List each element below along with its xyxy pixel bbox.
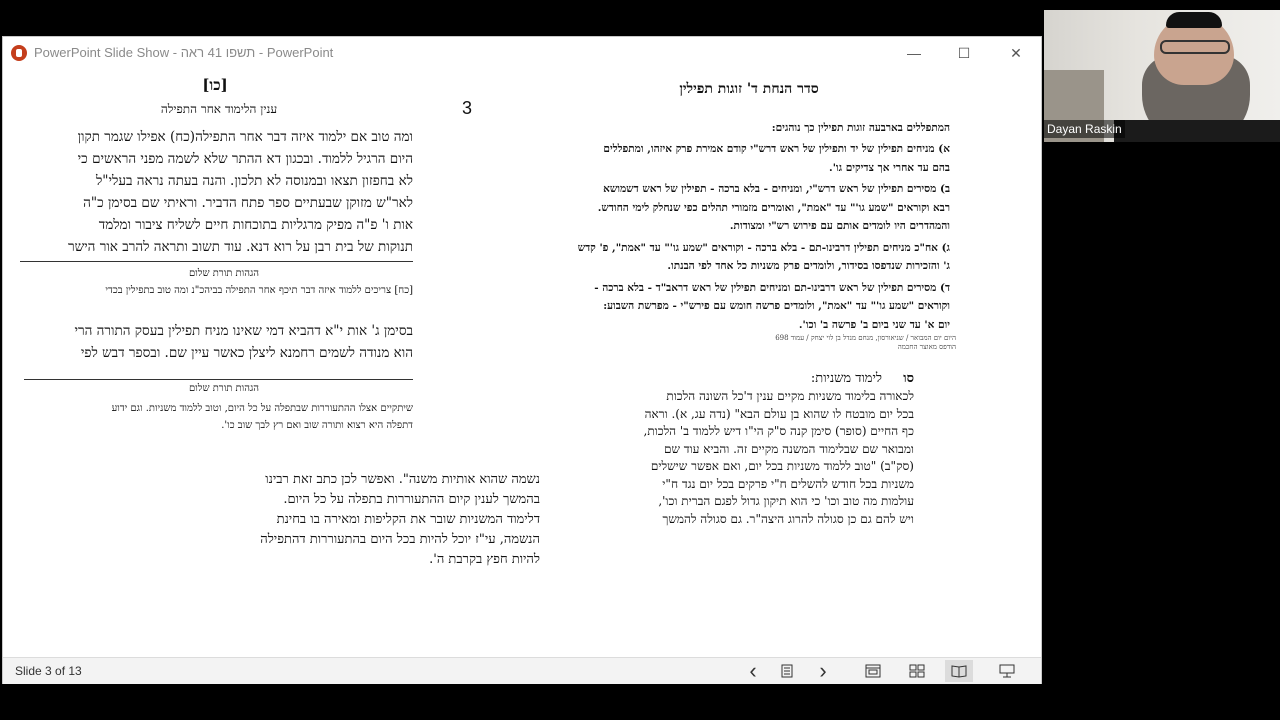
text-line: משניות בכל חודש להשלים ח"י פרקים בכל יום נגד ח"י <box>662 476 914 491</box>
list-item: ב) מסירים תפילין של ראש דרש"י, ומניחים - בלא ברכה - תפילין של ראש דשמושא <box>603 183 950 195</box>
list-item: בהם עד אחרי אך צדיקים גו'. <box>829 161 950 174</box>
note-title: הגהות תורת שלום <box>188 268 260 279</box>
title-bar <box>3 37 1041 69</box>
previous-slide-button[interactable] <box>739 660 767 682</box>
participant-image <box>1160 40 1230 54</box>
reading-view-button[interactable] <box>945 660 973 682</box>
text-line: ומבואר שם שבלימוד המשנה מקיים זה. והביא עוד שם <box>663 441 914 456</box>
text-line: הוא מנודה לשמים רחמנא ליצלן כאשר עיין שם. ובספר דבש לפי <box>80 345 413 361</box>
text-line: להיות חפץ בקרבת ה'. <box>429 552 540 567</box>
list-item: רבא וקוראים "שמע גו'" עד "אמת", ואומרים מזמורי תהלים כפי שנחלק לימי החודש. <box>597 201 950 214</box>
text-line: (סק"ב) "טוב ללמוד משניות בכל יום, ואם אפשר שישלים <box>650 459 914 473</box>
section-subtitle: ענין הלימוד אחר התפילה <box>160 102 278 116</box>
list-item: והמהדרים היו לומדים אותם עם פירוש רש"י ומצודות. <box>729 220 950 232</box>
normal-view-button[interactable] <box>859 660 887 682</box>
close-icon: ✕ <box>1010 44 1022 61</box>
right-heading: סדר הנחת ד' זוגות תפילין <box>679 81 819 97</box>
divider <box>20 261 413 262</box>
text-line: ויש להם גם כן סגולה להרוג היצה"ר. גם סגולה להמשך <box>662 511 914 526</box>
chevron-right-icon: › <box>819 658 827 683</box>
note-text: [כח] צריכים ללמוד איזה דבר תיכף אחר התפילה בביהכ"נ ומה טוב בתפילין בכדי <box>105 285 413 296</box>
list-item: ג' והזכירות שנדפסו בסידור, ולומדים פרק משניות כל אחד לפי הבנתו. <box>667 260 950 272</box>
text-line: תנוקות של בית רבן על רוא דנא. עוד תשוב ותראה להרב אור הישר <box>67 239 413 255</box>
right-intro: המתפללים בארבעה זוגות תפילין כך נוהגים: <box>771 122 950 134</box>
book-icon <box>951 664 967 678</box>
presentation-icon <box>999 664 1015 678</box>
maximize-button[interactable] <box>941 37 987 69</box>
slide-sorter-button[interactable] <box>903 660 931 682</box>
normal-view-icon <box>865 664 881 678</box>
source-reference <box>704 334 956 352</box>
text-line: עולמות מה טוב וכו' כי הוא תיקון גדול לפגם הברית וכו', <box>658 494 914 508</box>
minimize-icon: — <box>907 45 921 61</box>
main-paragraph-1 <box>18 126 413 258</box>
slide-show-status-bar <box>3 657 1041 684</box>
text-line: הודפס מאוצר החכמה <box>897 343 956 351</box>
maximize-icon: ☐ <box>957 44 971 61</box>
text-line: בהמשך לענין קיום ההתעוררות בתפלה על כל היום. <box>283 492 540 507</box>
slide-counter: Slide 3 of 13 <box>15 664 82 678</box>
slides-list-icon <box>780 664 794 678</box>
participant-image <box>1166 12 1222 28</box>
tefillin-order-list <box>550 140 950 334</box>
text-line: היום יום המבואר / שניאורסון, מנחם מנדל בן לוי יצחק / עמוד 698 <box>775 334 956 342</box>
list-item: א) מניחים תפילין של יד ותפילין של ראש דרש"י קודם אמירת פרק איזהו, ומתפללים <box>603 143 950 155</box>
powerpoint-window <box>2 36 1042 684</box>
text-line: ומה טוב אם ילמוד איזה דבר אחר התפילה(כח) אפילו שגמר תקון <box>77 129 413 145</box>
main-paragraph-2 <box>18 320 413 364</box>
section-title: לימוד משניות: <box>810 371 882 386</box>
text-line: דתפלה היא רצוא ותורה שוב ואם רץ לבך שוב כו'. <box>221 420 413 431</box>
page-number: [כו] <box>202 76 228 94</box>
divider <box>24 379 413 380</box>
text-line: היום הרגיל ללמוד. ובכגון דא ההתר שלא לשמה מפני הראשים כי <box>77 151 413 167</box>
main-paragraph-3 <box>220 470 540 570</box>
text-line: לא בחפזון תצאו ובמנוסה לא תלכון. והנה בעתה נראה בעלי"ל <box>95 173 413 189</box>
participant-image <box>1114 120 1280 142</box>
minimize-button[interactable] <box>891 37 937 69</box>
chevron-left-icon: ‹ <box>749 658 757 683</box>
participant-name: Dayan Raskin <box>1044 120 1125 138</box>
list-item: וקוראים "שמע גו'" עד "אמת", ולומדים פרשה חומש עם פירש"י - מפרשת השבוע: <box>603 300 950 312</box>
see-all-slides-button[interactable] <box>773 660 801 682</box>
mishnayos-paragraph <box>598 388 914 528</box>
powerpoint-icon <box>11 45 27 61</box>
participant-video-tile[interactable] <box>1044 10 1280 142</box>
text-line: בכל יום מובטח לו שהוא בן עולם הבא" (נדה עג, א). וראה <box>644 406 914 421</box>
text-line: הנשמה, עי"ז יוכל להיות בכל היום בהתעוררות דהתפילה <box>260 532 540 547</box>
note-title: הגהות תורת שלום <box>188 383 260 394</box>
slide-number: 3 <box>462 98 473 118</box>
close-button[interactable] <box>993 37 1039 69</box>
text-line: לאר"ש מזוקן שבעתיים ספר פתח הדביר. וראיתי שם בסימן כ"ה <box>83 195 413 211</box>
section-number: סו <box>903 371 914 386</box>
next-slide-button[interactable] <box>809 660 837 682</box>
text-line: דלימוד המשניות שובר את הקליפות ומאירה בו בחינת <box>276 512 540 527</box>
list-item: ד) מסירים תפילין של ראש דרבינו-תם ומניחים תפילין של ראש דראב"ד - בלא ברכה - <box>594 281 950 294</box>
text-line: לכאורה בלימוד משניות מקיים ענין ד'כל השונה הלכות <box>666 389 914 403</box>
grid-icon <box>909 664 925 678</box>
text-line: נשמה שהוא אותיות משנה". ואפשר לכן כתב זאת רבינו <box>265 472 540 487</box>
list-item: יום א' עד שני ביום ב' פרשה ב' וכו'. <box>798 318 950 331</box>
text-line: כף החיים (סופר) סימן קנה ס"ק הי"ו דיש ללמוד ב' הלכות, <box>643 424 914 438</box>
window-title: PowerPoint Slide Show - תשפו 41 ראה - PowerPoint <box>34 45 334 60</box>
text-line: שיתקיים אצלו ההתעוררות שבתפלה על כל היום, וטוב ללמוד משניות. וגם ידוע <box>111 403 413 414</box>
text-line: בסימן ג' אות י"א דהביא דמי שאינו מניח תפילין בעסק התורה הרי <box>74 323 413 339</box>
text-line: אות ו' פ"ה מפיק מרגליות בתוכחות חיים לשליח ציבור ומלמד <box>98 217 413 233</box>
slide-content <box>4 70 1040 653</box>
note-text <box>18 400 413 434</box>
slide-show-button[interactable] <box>993 660 1021 682</box>
list-item: ג) אח"כ מניחים תפילין דרבינו-תם - בלא ברכה - וקוראים "שמע גו'" עד "אמת", פ' קדש <box>577 241 950 254</box>
